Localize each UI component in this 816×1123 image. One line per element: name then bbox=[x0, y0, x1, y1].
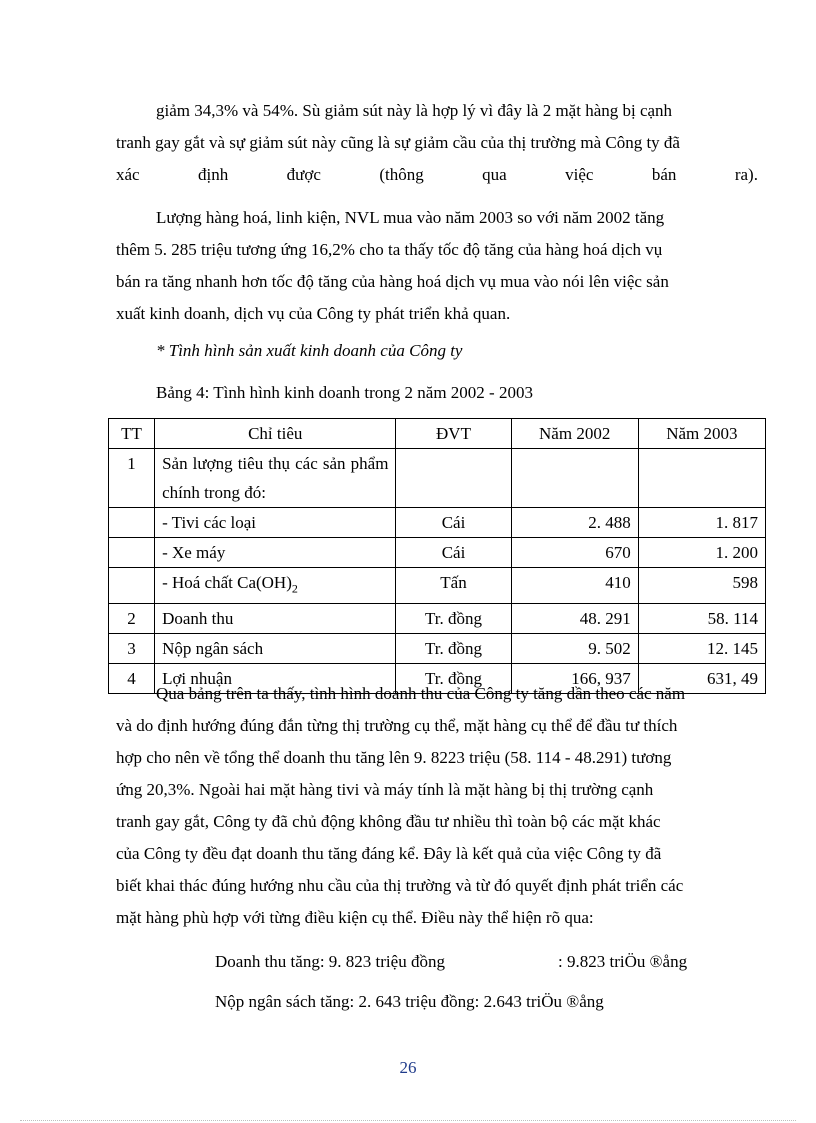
cell-tt: 4 bbox=[109, 664, 155, 694]
paragraph-3-line-4: ứng 20,3%. Ngoài hai mặt hàng tivi và máy tính là mặt hàng bị thị trường cạnh bbox=[116, 780, 654, 799]
cell-tt: 1 bbox=[109, 449, 155, 508]
cell-2003: 1. 817 bbox=[638, 508, 765, 538]
cell-indicator: Sản lượng tiêu thụ các sản phẩm chính trong đó: bbox=[155, 449, 396, 508]
paragraph-1-line-2: tranh gay gắt và sự giảm sút này cũng là sự giảm cầu của thị trường mà Công ty đã bbox=[116, 133, 680, 152]
header-2002: Năm 2002 bbox=[511, 419, 638, 449]
cell-2002: 2. 488 bbox=[511, 508, 638, 538]
cell-2003 bbox=[638, 449, 765, 508]
business-table bbox=[108, 418, 766, 694]
chemical-subscript: 2 bbox=[291, 581, 298, 596]
table-row bbox=[109, 538, 766, 568]
cell-unit: Tấn bbox=[396, 568, 511, 604]
cell-indicator: Nộp ngân sách bbox=[155, 634, 396, 664]
cell-2003: 1. 200 bbox=[638, 538, 765, 568]
cell-2002: 166, 937 bbox=[511, 664, 638, 694]
cell-indicator: - Xe máy bbox=[155, 538, 396, 568]
paragraph-2-line-3: bán ra tăng nhanh hơn tốc độ tăng của hàng hoá dịch vụ mua vào nói lên việc sản bbox=[116, 272, 669, 291]
table-row bbox=[109, 568, 766, 604]
paragraph-3-line-7: biết khai thác đúng hướng nhu cầu của thị trường và từ đó quyết định phát triển các bbox=[116, 876, 684, 895]
header-tt: TT bbox=[109, 419, 155, 449]
cell-2003: 631, 49 bbox=[638, 664, 765, 694]
section-heading: * Tình hình sản xuất kinh doanh của Công ty bbox=[156, 341, 463, 360]
paragraph-3-line-1: Qua bảng trên ta thấy, tình hình doanh thu của Công ty tăng dần theo các năm bbox=[156, 684, 686, 703]
summary-revenue-garbled: : 9.823 triÖu ®ång bbox=[558, 952, 688, 971]
paragraph-3 bbox=[116, 678, 758, 934]
cell-2002: 48. 291 bbox=[511, 604, 638, 634]
cell-unit: Tr. đồng bbox=[396, 634, 511, 664]
cell-indicator bbox=[155, 568, 396, 604]
paragraph-2-line-2: thêm 5. 285 triệu tương ứng 16,2% cho ta thấy tốc độ tăng của hàng hoá dịch vụ bbox=[116, 240, 663, 259]
cell-tt: 2 bbox=[109, 604, 155, 634]
cell-2003: 598 bbox=[638, 568, 765, 604]
word: được bbox=[286, 165, 321, 184]
page-bottom-rule bbox=[20, 1120, 796, 1121]
cell-2002 bbox=[511, 449, 638, 508]
word: việc bbox=[565, 165, 594, 184]
table-caption: Bảng 4: Tình hình kinh doanh trong 2 năm 2002 - 2003 bbox=[156, 383, 533, 402]
word: bán bbox=[651, 165, 677, 184]
table-header-row bbox=[109, 419, 766, 449]
word: (thông bbox=[379, 165, 424, 184]
cell-indicator: Doanh thu bbox=[155, 604, 396, 634]
page-number: 26 bbox=[399, 1058, 417, 1077]
cell-2002: 670 bbox=[511, 538, 638, 568]
chemical-name: - Hoá chất Ca(OH) bbox=[162, 573, 292, 592]
cell-unit bbox=[396, 449, 511, 508]
table-row bbox=[109, 449, 766, 508]
paragraph-2-line-1: Lượng hàng hoá, linh kiện, NVL mua vào năm 2003 so với năm 2002 tăng bbox=[156, 208, 665, 227]
word: xác bbox=[116, 165, 140, 184]
word: định bbox=[198, 165, 229, 184]
table-row bbox=[109, 634, 766, 664]
header-2003: Năm 2003 bbox=[638, 419, 765, 449]
paragraph-3-line-2: và do định hướng đúng đắn từng thị trường cụ thể, mặt hàng cụ thể để đầu tư thích bbox=[116, 716, 678, 735]
paragraph-2 bbox=[116, 202, 758, 330]
summary-budget: Nộp ngân sách tăng: 2. 643 triệu đồng: 2.643 triÖu ®ång bbox=[215, 992, 604, 1011]
cell-unit: Tr. đồng bbox=[396, 664, 511, 694]
cell-unit: Cái bbox=[396, 538, 511, 568]
cell-unit: Tr. đồng bbox=[396, 604, 511, 634]
cell-indicator: Lợi nhuận bbox=[155, 664, 396, 694]
word: ra). bbox=[734, 165, 758, 184]
paragraph-3-line-8: mặt hàng phù hợp với từng điều kiện cụ thể. Điều này thể hiện rõ qua: bbox=[116, 908, 594, 927]
cell-2002: 9. 502 bbox=[511, 634, 638, 664]
paragraph-2-line-4: xuất kinh doanh, dịch vụ của Công ty phát triển khả quan. bbox=[116, 304, 511, 323]
cell-unit: Cái bbox=[396, 508, 511, 538]
table-row bbox=[109, 604, 766, 634]
paragraph-1 bbox=[116, 95, 758, 191]
cell-tt bbox=[109, 538, 155, 568]
cell-2002: 410 bbox=[511, 568, 638, 604]
paragraph-1-line-1: giảm 34,3% và 54%. Sù giảm sút này là hợp lý vì đây là 2 mặt hàng bị cạnh bbox=[156, 101, 673, 120]
paragraph-3-line-5: tranh gay gắt, Công ty đã chủ động không đầu tư nhiều thì toàn bộ các mặt khác bbox=[116, 812, 661, 831]
cell-tt: 3 bbox=[109, 634, 155, 664]
cell-tt bbox=[109, 508, 155, 538]
header-indicator: Chỉ tiêu bbox=[155, 419, 396, 449]
summary-revenue-label: Doanh thu tăng: 9. 823 triệu đồng bbox=[215, 952, 445, 971]
cell-2003: 58. 114 bbox=[638, 604, 765, 634]
header-unit: ĐVT bbox=[396, 419, 511, 449]
paragraph-1-line-3 bbox=[116, 159, 758, 191]
cell-tt bbox=[109, 568, 155, 604]
table-row bbox=[109, 508, 766, 538]
word: qua bbox=[482, 165, 507, 184]
cell-indicator: - Tivi các loại bbox=[155, 508, 396, 538]
paragraph-3-line-6: của Công ty đều đạt doanh thu tăng đáng kể. Đây là kết quả của việc Công ty đã bbox=[116, 844, 662, 863]
paragraph-3-line-3: hợp cho nên về tổng thể doanh thu tăng lên 9. 8223 triệu (58. 114 - 48.291) tương bbox=[116, 748, 672, 767]
cell-2003: 12. 145 bbox=[638, 634, 765, 664]
